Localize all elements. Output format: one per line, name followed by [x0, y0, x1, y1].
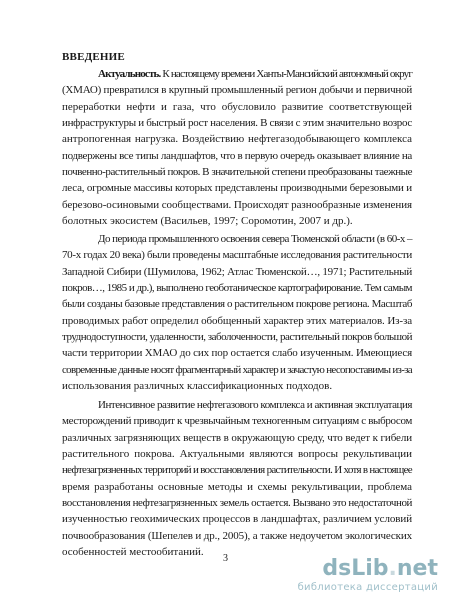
paragraph-line: современные данные носят фрагментарный характер и зачастую несопоставимы из-за: [62, 363, 412, 376]
paragraph-line: нефтезагрязненных территорий и восстановления растительности. И хотя в настоящее: [62, 464, 412, 477]
paragraph-line: Западной Сибири (Шумилова, 1962; Атлас Тюменской…, 1971; Растительный: [62, 265, 412, 278]
paragraph-line: были созданы базовые представления о растительном покрове региона. Масштаб: [62, 298, 412, 311]
paragraph-line: (ХМАО) превратился в крупный промышленный регион добычи и первичной: [62, 84, 412, 97]
paragraph-line: особенностей местообитаний.: [62, 546, 204, 559]
paragraph-relevance: [62, 66, 412, 229]
watermark-brand: dsLib.net: [322, 556, 438, 581]
paragraph-line: До периода промышленного освоения севера Тюменской области (в 60-х –: [98, 233, 412, 245]
paragraph-line: почвообразования (Шепелев и др., 2005), а также недоучетом экологических: [62, 529, 413, 542]
paragraph-line: покров…, 1985 и др.), выполнено геоботаническое картографирование. Тем самым: [62, 282, 413, 295]
paragraph-line: болотных экосистем (Васильев, 1997; Соромотин, 2007 и др.).: [62, 215, 353, 228]
paragraph-recultivation: [62, 397, 412, 560]
paragraph-line: проводимых работ определил обобщенный характер этих материалов. Из-за: [62, 314, 412, 327]
paragraph-line: части территории ХМАО до сих пор остается слабо изученным. Имеющиеся: [62, 347, 412, 360]
paragraph-line: Интенсивное развитие нефтегазового комплекса и активная эксплуатация: [98, 399, 412, 411]
paragraph-line: березово-осиновыми сообществами. Происходят разнообразные изменения: [62, 198, 412, 211]
paragraph-line: инфраструктуры и быстрый рост населения. В связи с этим значительно возрос: [62, 117, 412, 130]
paragraph-line: восстановления нефтезагрязненных земель остается. Вызвано это недостаточной: [62, 497, 412, 510]
section-heading: ВВЕДЕНИЕ: [62, 51, 125, 63]
watermark-logo: [298, 558, 438, 593]
page-number: 3: [223, 553, 228, 564]
paragraph-line: 70-х годах 20 века) были проведены масштабные исследования растительности: [62, 249, 412, 262]
paragraph-line: растительного покрова. Актуальными являются вопросы рекультивации: [62, 448, 412, 461]
paragraph-line: Актуальность. К настоящему времени Ханты-Мансийский автономный округ: [98, 68, 413, 80]
paragraph-line: время разработаны основные методы и схемы рекультивации, проблема: [62, 480, 412, 493]
paragraph-line: месторождений приводит к чрезвычайным техногенным ситуациям с выбросом: [62, 415, 413, 428]
lead-label: Актуальность.: [98, 68, 161, 80]
watermark-tagline: библиотека диссертаций: [297, 582, 438, 593]
paragraph-history: [62, 231, 412, 394]
paragraph-line: почвенно-растительный покров. В значительной степени преобразованы таежные: [62, 166, 412, 179]
paragraph-line: леса, огромные массивы которых представлены производными березовыми и: [62, 182, 412, 195]
paragraph-line: использования различных классификационных подходов.: [62, 380, 333, 393]
paragraph-line: изученностью геохимических процессов в ландшафтах, различием условий: [62, 513, 412, 526]
paragraph-line: труднодоступности, удаленности, заболоченности, растительный покров большой: [62, 331, 412, 344]
paragraph-line: различных загрязняющих веществ в окружающую среду, что ведет к гибели: [62, 431, 412, 444]
paragraph-line: переработки нефти и газа, что обусловило развитие соответствующей: [62, 100, 412, 113]
paragraph-line: антропогенная нагрузка. Воздействию нефтегазодобывающего комплекса: [62, 133, 412, 146]
paragraph-line: подвержены все типы ландшафтов, что в первую очередь оказывает влияние на: [62, 149, 412, 162]
